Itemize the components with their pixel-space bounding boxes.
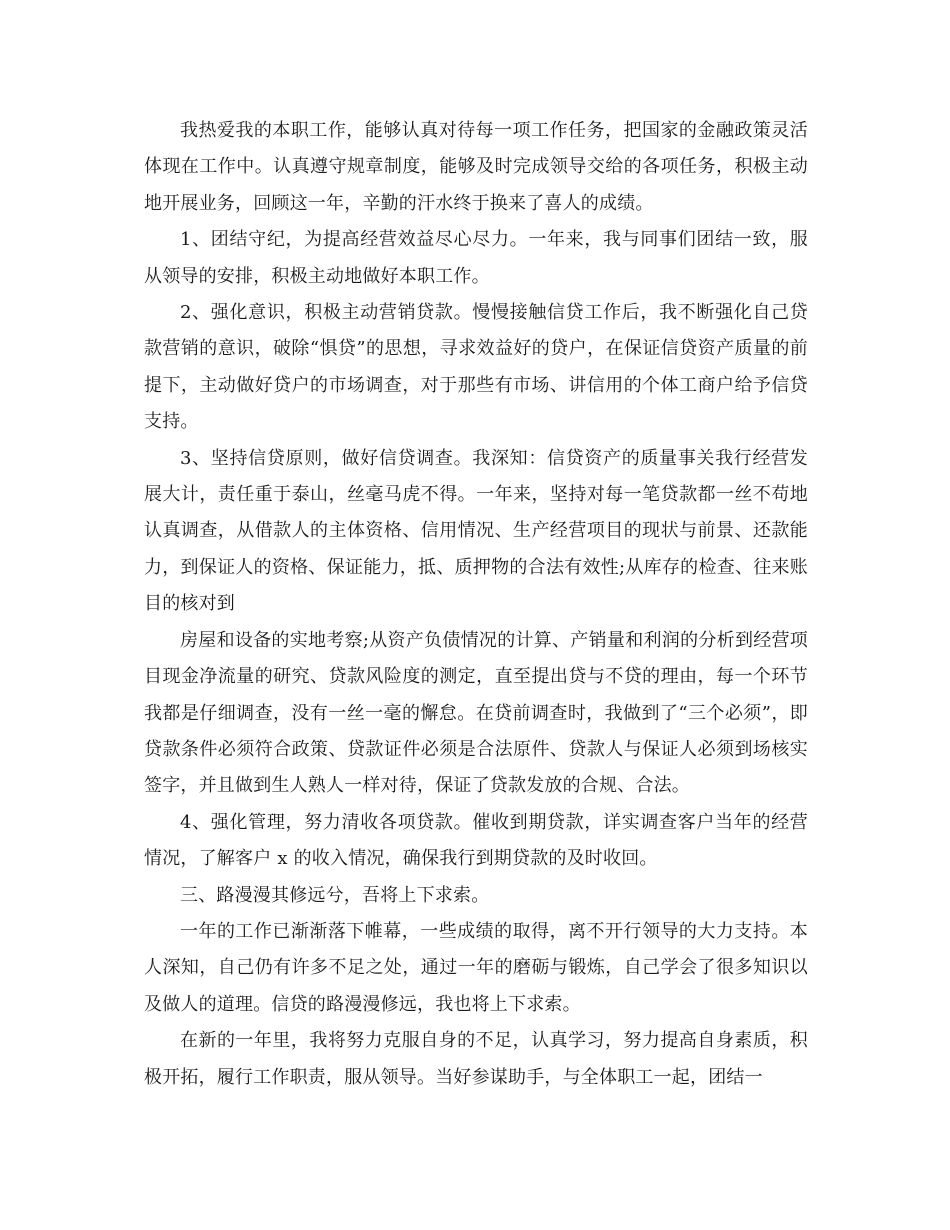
paragraph-reflection: 一年的工作已渐渐落下帷幕，一些成绩的取得，离不开行领导的大力支持。本人深知，自己仍有许多不足之处，通过一年的磨砺与锻炼，自己学会了很多知识以及做人的道理。信贷的路漫漫修远，我也将上下求索。 bbox=[144, 920, 808, 1015]
paragraph-item-3: 3、坚持信贷原则，做好信贷调查。我深知：信贷资产的质量事关我行经营发展大计，责任重于泰山，丝毫马虎不得。一年来，坚持对每一笔贷款都一丝不苟地认真调查，从借款人的主体资格、信用情况、生产经营项目的现状与前景、还款能力，到保证人的资格、保证能力，抵、质押物的合法有效性;从库存的检查、往来账目的核对到 bbox=[144, 447, 808, 615]
paragraph-new-year-plan: 在新的一年里，我将努力克服自身的不足，认真学习，努力提高自身素质，积极开拓，履行工作职责，服从领导。当好参谋助手，与全体职工一起，团结一 bbox=[144, 1030, 808, 1088]
paragraph-intro: 我热爱我的本职工作，能够认真对待每一项工作任务，把国家的金融政策灵活体现在工作中。认真遵守规章制度，能够及时完成领导交给的各项任务，积极主动地开展业务，回顾这一年，辛勤的汗水终于换来了喜人的成绩。 bbox=[144, 120, 808, 214]
document-body bbox=[144, 113, 808, 1096]
paragraph-item-3-continued: 房屋和设备的实地考察;从资产负债情况的计算、产销量和利润的分析到经营项目现金净流量的研究、贷款风险度的测定，直至提出贷与不贷的理由，每一个环节我都是仔细调查，没有一丝一毫的懈怠。在贷前调查时，我做到了“三个必须”，即贷款条件必须符合政策、贷款证件必须是合法原件、贷款人与保证人必须到场核实签字，并且做到生人熟人一样对待，保证了贷款发放的合规、合法。 bbox=[144, 629, 808, 797]
paragraph-item-4: 4、强化管理，努力清收各项贷款。催收到期贷款，详实调查客户当年的经营情况，了解客户 x 的收入情况，确保我行到期贷款的及时收回。 bbox=[144, 811, 808, 870]
section-heading-3: 三、路漫漫其修远兮，吾将上下求索。 bbox=[180, 884, 490, 906]
paragraph-item-1: 1、团结守纪，为提高经营效益尽心尽力。一年来，我与同事们团结一致，服从领导的安排，积极主动地做好本职工作。 bbox=[144, 229, 808, 287]
paragraph-item-2: 2、强化意识，积极主动营销贷款。慢慢接触信贷工作后，我不断强化自己贷款营销的意识，破除“惧贷”的思想，寻求效益好的贷户，在保证信贷资产质量的前提下，主动做好贷户的市场调查，对于那些有市场、讲信用的个体工商户给予信贷支持。 bbox=[144, 302, 808, 433]
